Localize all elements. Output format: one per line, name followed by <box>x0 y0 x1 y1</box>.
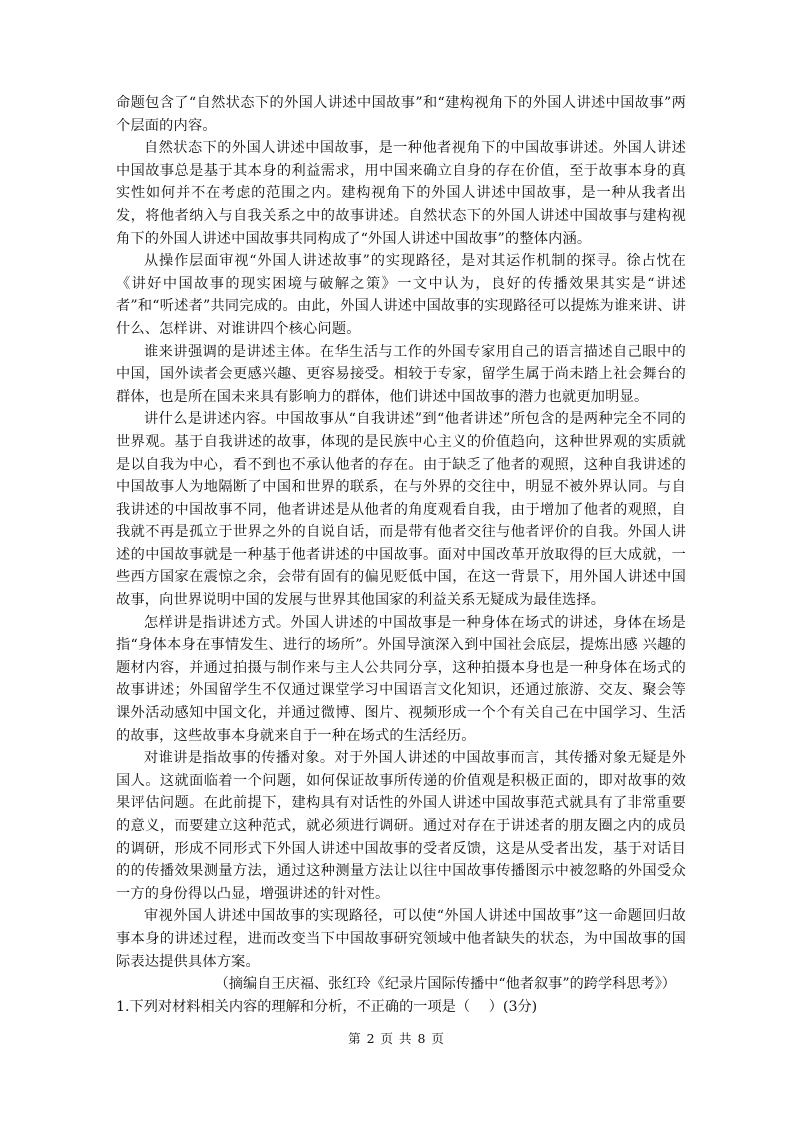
source-citation: （摘编自王庆福、张红玲《纪录片国际传播中“他者叙事”的跨学科思考》） <box>214 976 676 993</box>
paragraph-4: 谁来讲强调的是讲述主体。在华生活与工作的外国专家用自己的语言描述自己眼中的中国，国外读者会更感兴趣、更容易接受。相较于专家，留学生属于尚未踏上社会舞台的群体，也是所在国未来具有影响力的群体，他们讲述中国故事的潜力也就更加明显。 <box>116 343 686 405</box>
paragraph-5: 讲什么是讲述内容。中国故事从“自我讲述”到“他者讲述”所包含的是两种完全不同的世界观。基于自我讲述的故事，体现的是民族中心主义的价值趋向，这种世界观的实质就是以自我为中心，看不到也不承认他者的存在。由于缺乏了他者的观照，这种自我讲述的中国故事人为地隔断了中国和世界的联系，在与外界的交往中，明显不被外界认同。与自我讲述的中国故事不同，他者讲述是从他者的角度观看自我，由于增加了他者的观照，自我就不再是孤立于世界之外的自说自话，而是带有他者交往与他者评价的自我。外国人讲述的中国故事就是一种基于他者讲述的中国故事。面对中国改革开放取得的巨大成就，一些西方国家在震惊之余，会带有固有的偏见贬低中国，在这一背景下，用外国人讲述中国故事，向世界说明中国的发展与世界其他国家的利益关系无疑成为最佳选择。 <box>116 411 686 609</box>
paragraph-6: 怎样讲是指讲述方式。外国人讲述的中国故事是一种身体在场式的讲述，身体在场是指“身体本身在事情发生、进行的场所”。外国导演深入到中国社会底层，提炼出感 兴趣的题材内容，并通过拍摄与制作来与主人公共同分享，这种拍摄本身也是一种身体在场式的故事讲述；外国留学生不仅通过课堂学习中国语言文化知识，还通过旅游、交友、聚会等课外活动感知中国文化，并通过微博、图片、视频形成一个个有关自己在中国学习、生活的故事，这些故事本身就来自于一种在场式的生活经历。 <box>116 614 686 744</box>
paragraph-1: 命题包含了“自然状态下的外国人讲述中国故事”和“建构视角下的外国人讲述中国故事”两个层面的内容。 <box>116 95 686 134</box>
question-1: 1.下列对材料相关内容的理解和分析，不正确的一项是（ ）(3分) <box>116 998 538 1015</box>
paragraph-8: 审视外国人讲述中国故事的实现路径，可以使“外国人讲述中国故事”这一命题回归故事本身的讲述过程，进而改变当下中国故事研究领域中他者缺失的状态，为中国故事的国际表达提供具体方案。 <box>116 908 686 970</box>
document-body <box>116 92 686 1018</box>
page-number: 第 2 页 共 8 页 <box>348 1031 445 1046</box>
paragraph-7: 对谁讲是指故事的传播对象。对于外国人讲述的中国故事而言，其传播对象无疑是外国人。这就面临着一个问题，如何保证故事所传递的价值观是积极正面的，即对故事的效果评估问题。在此前提下，建构具有对话性的外国人讲述中国故事范式就具有了非常重要的意义，而要建立这种范式，就必须进行调研。通过对存在于讲述者的朋友圈之内的成员的调研，形成不同形式下外国人讲述中国故事的受者反馈，这是从受者出发，基于对话目的的传播效果测量方法，通过这种测量方法让以往中国故事传播图示中被忽略的外国受众一方的身份得以凸显，增强讲述的针对性。 <box>116 750 686 902</box>
paragraph-2: 自然状态下的外国人讲述中国故事，是一种他者视角下的中国故事讲述。外国人讲述中国故事总是基于其本身的利益需求，用中国来确立自身的存在价值，至于故事本身的真实性如何并不在考虑的范围之内。建构视角下的外国人讲述中国故事，是一种从我者出发，将他者纳入与自我关系之中的故事讲述。自然状态下的外国人讲述中国故事与建构视角下的外国人讲述中国故事共同构成了“外国人讲述中国故事”的整体内涵。 <box>116 140 686 247</box>
paragraph-3: 从操作层面审视“外国人讲述故事”的实现路径，是对其运作机制的探寻。徐占忱在《讲好中国故事的现实困境与破解之策》一文中认为，良好的传播效果其实是“讲述者”和“听述者”共同完成的。由此，外国人讲述中国故事的实现路径可以提炼为谁来讲、讲什么、怎样讲、对谁讲四个核心问题。 <box>116 253 686 337</box>
